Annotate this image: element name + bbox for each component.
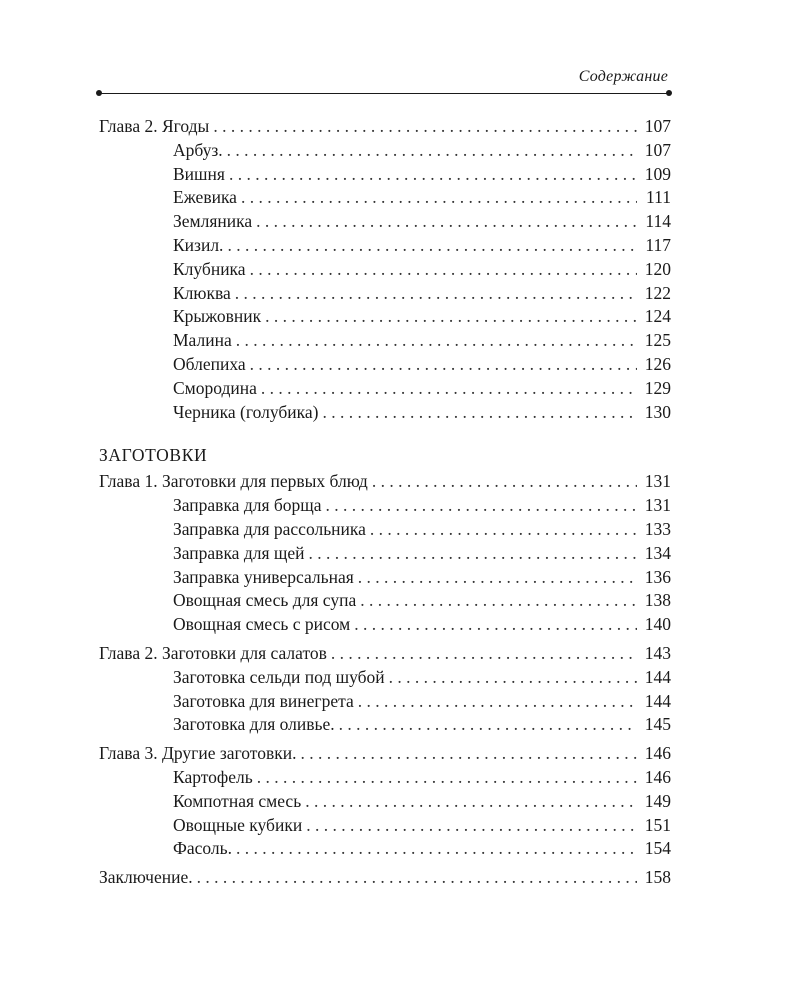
dot-leader xyxy=(213,115,637,139)
toc-chapter-label: Глава 3. Другие заготовки. xyxy=(99,743,297,764)
toc-page-number: 145 xyxy=(644,714,671,735)
toc-entry-label: Заправка универсальная xyxy=(173,566,354,587)
toc-entry[interactable] xyxy=(99,234,671,258)
toc-page-number: 140 xyxy=(644,614,671,635)
dot-leader xyxy=(227,234,637,258)
toc-page-number: 120 xyxy=(644,258,671,279)
rule-dot-right xyxy=(666,90,672,96)
table-of-contents xyxy=(99,115,671,890)
toc-page-number: 114 xyxy=(645,211,671,232)
toc-page-number: 149 xyxy=(644,790,671,811)
dot-leader xyxy=(236,329,637,353)
toc-entry-label: Заправка для рассольника xyxy=(173,518,366,539)
toc-entry[interactable] xyxy=(99,713,671,737)
dot-leader xyxy=(227,139,637,163)
toc-entry-label: Компотная смесь xyxy=(173,790,302,811)
toc-page-number: 129 xyxy=(644,377,671,398)
toc-page-number: 138 xyxy=(644,590,671,611)
toc-entry[interactable] xyxy=(99,666,671,690)
toc-entry-label: Овощная смесь для супа xyxy=(173,590,357,611)
toc-entry-label: Земляника xyxy=(173,211,253,232)
toc-entry-label: Овощная смесь с рисом xyxy=(173,614,351,635)
toc-entry-label: Облепиха xyxy=(173,353,246,374)
dot-leader xyxy=(235,282,637,306)
dot-leader xyxy=(306,814,637,838)
toc-page-number: 107 xyxy=(644,116,671,136)
toc-entry-label: Заправка для щей xyxy=(173,542,305,563)
toc-entry[interactable] xyxy=(99,353,671,377)
toc-entry[interactable] xyxy=(99,401,671,425)
toc-entry[interactable] xyxy=(99,329,671,353)
toc-page-number: 146 xyxy=(644,766,671,787)
toc-page-number: 134 xyxy=(644,542,671,563)
toc-page-number: 144 xyxy=(644,690,671,711)
dot-leader xyxy=(331,642,637,666)
dot-leader xyxy=(354,613,637,637)
dot-leader xyxy=(197,866,637,890)
toc-page-number: 143 xyxy=(644,642,671,663)
dot-leader xyxy=(339,713,637,737)
toc-page-number: 117 xyxy=(645,234,671,255)
toc-page-number: 130 xyxy=(644,401,671,422)
dot-leader xyxy=(389,666,637,690)
toc-entry[interactable] xyxy=(99,790,671,814)
dot-leader xyxy=(265,305,637,329)
toc-entry[interactable] xyxy=(99,282,671,306)
toc-chapter-label: Глава 1. Заготовки для первых блюд xyxy=(99,471,368,492)
toc-entry-label: Малина xyxy=(173,330,232,351)
toc-page-number: 154 xyxy=(644,838,671,859)
toc-chapter-berries[interactable] xyxy=(99,115,671,139)
toc-entry-label: Заготовка для винегрета xyxy=(173,690,354,711)
toc-entry[interactable] xyxy=(99,613,671,637)
toc-page-number: 151 xyxy=(644,814,671,835)
toc-entry[interactable] xyxy=(99,210,671,234)
toc-page-number: 133 xyxy=(644,518,671,539)
toc-entry-label: Заправка для борща xyxy=(173,495,322,516)
dot-leader xyxy=(322,401,637,425)
section-title-preserves: ЗАГОТОВКИ xyxy=(99,445,208,466)
toc-entry[interactable] xyxy=(99,163,671,187)
dot-leader xyxy=(305,790,637,814)
toc-chapter[interactable] xyxy=(99,470,671,494)
toc-entry[interactable] xyxy=(99,566,671,590)
dot-leader xyxy=(358,566,637,590)
dot-leader xyxy=(250,353,637,377)
toc-entry[interactable] xyxy=(99,542,671,566)
dot-leader xyxy=(309,542,638,566)
toc-page-number: 144 xyxy=(644,666,671,687)
dot-leader xyxy=(372,470,637,494)
dot-leader xyxy=(360,589,637,613)
dot-leader xyxy=(241,186,637,210)
toc-page-number: 131 xyxy=(644,471,671,492)
dot-leader xyxy=(250,258,637,282)
toc-chapter-label: Заключение. xyxy=(99,867,193,888)
toc-entry-label: Заготовка для оливье. xyxy=(173,714,335,735)
toc-page-number: 126 xyxy=(644,353,671,374)
toc-entry-label: Картофель xyxy=(173,766,253,787)
toc-entry-label: Фасоль. xyxy=(173,838,232,859)
section-gap xyxy=(99,424,671,440)
toc-page-number: 158 xyxy=(644,867,671,888)
dot-leader xyxy=(358,690,637,714)
toc-chapter[interactable] xyxy=(99,742,671,766)
dot-leader xyxy=(300,742,637,766)
toc-page-number: 146 xyxy=(644,743,671,764)
toc-entry-label: Ежевика xyxy=(173,187,237,208)
toc-entry-label: Вишня xyxy=(173,163,225,184)
toc-entry[interactable] xyxy=(99,139,671,163)
toc-entry-label: Клюква xyxy=(173,282,231,303)
toc-entry[interactable] xyxy=(99,814,671,838)
toc-page-number: 124 xyxy=(644,306,671,327)
toc-entry[interactable] xyxy=(99,377,671,401)
toc-page-number: 107 xyxy=(644,139,671,160)
toc-entry[interactable] xyxy=(99,494,671,518)
dot-leader xyxy=(370,518,637,542)
dot-leader xyxy=(257,766,637,790)
toc-chapter[interactable] xyxy=(99,642,671,666)
toc-entry[interactable] xyxy=(99,305,671,329)
toc-entry[interactable] xyxy=(99,518,671,542)
toc-page-number: 136 xyxy=(644,566,671,587)
toc-conclusion[interactable] xyxy=(99,866,671,890)
dot-leader xyxy=(261,377,637,401)
toc-chapter-label: Глава 2. Заготовки для салатов xyxy=(99,642,327,663)
toc-page-number: 111 xyxy=(646,187,671,208)
dot-leader xyxy=(236,837,637,861)
toc-page-number: 125 xyxy=(644,330,671,351)
header-rule xyxy=(99,93,669,94)
toc-entry-label: Черника (голубика) xyxy=(173,401,319,422)
toc-entry[interactable] xyxy=(99,186,671,210)
toc-entry-label: Заготовка сельди под шубой xyxy=(173,666,385,687)
toc-entry-label: Клубника xyxy=(173,258,246,279)
toc-entry-label: Овощные кубики xyxy=(173,814,303,835)
toc-chapter-label: Глава 2. Ягоды xyxy=(99,116,210,136)
dot-leader xyxy=(326,494,637,518)
dot-leader xyxy=(256,210,637,234)
rule-dot-left xyxy=(96,90,102,96)
toc-page-number: 109 xyxy=(644,163,671,184)
toc-entry[interactable] xyxy=(99,837,671,861)
toc-entry-label: Арбуз. xyxy=(173,139,223,160)
toc-entry[interactable] xyxy=(99,258,671,282)
running-title: Содержание xyxy=(578,68,668,85)
toc-entry[interactable] xyxy=(99,690,671,714)
toc-page-number: 122 xyxy=(644,282,671,303)
toc-entry[interactable] xyxy=(99,589,671,613)
toc-entry-label: Кизил. xyxy=(173,234,224,255)
toc-entry-label: Крыжовник xyxy=(173,306,262,327)
toc-page-number: 131 xyxy=(644,495,671,516)
toc-entry-label: Смородина xyxy=(173,377,257,398)
dot-leader xyxy=(229,163,637,187)
toc-entry[interactable] xyxy=(99,766,671,790)
